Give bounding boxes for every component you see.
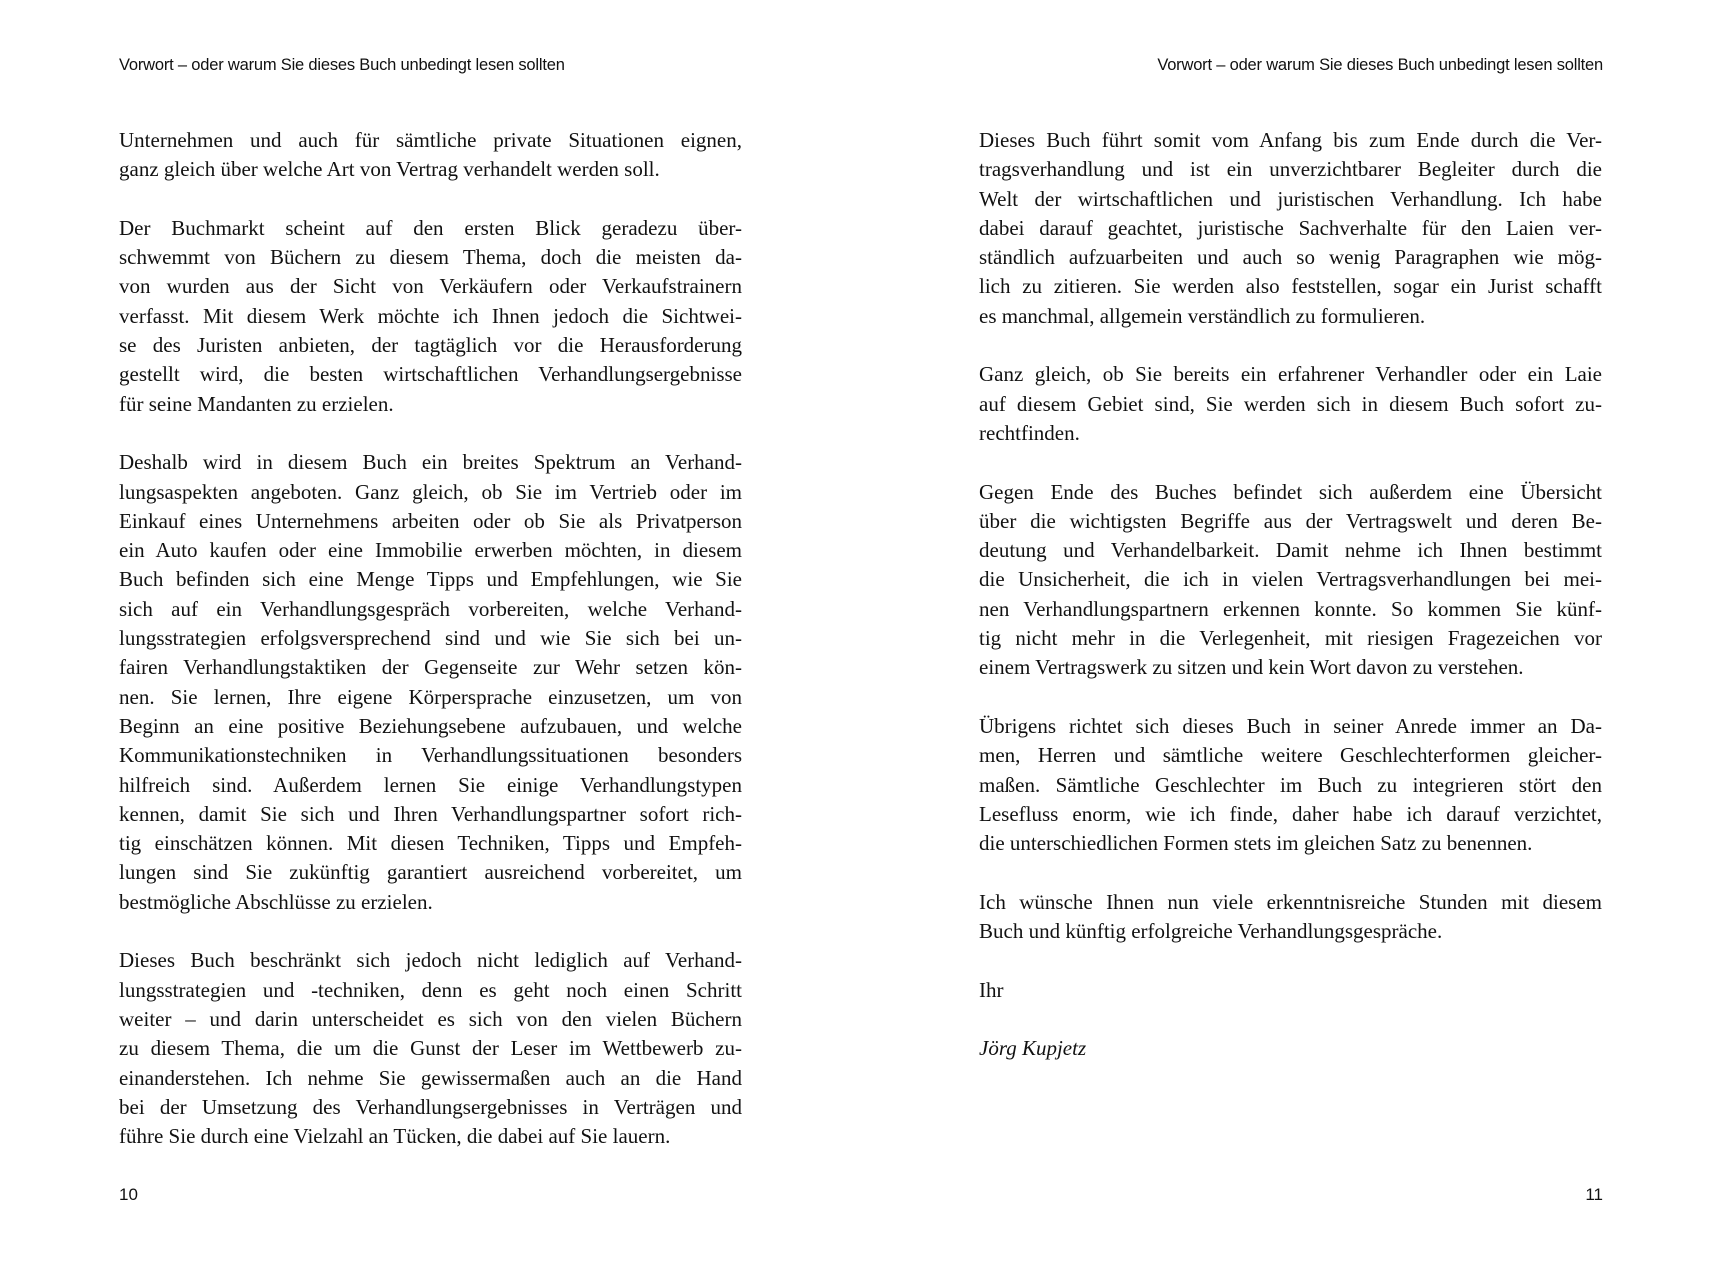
text-line: einem Vertragswerk zu sitzen und kein Wort davon zu verstehen. <box>979 655 1524 680</box>
paragraph <box>979 712 1602 858</box>
text-line: für seine Mandanten zu erzielen. <box>119 391 394 416</box>
text-line: lungsaspekten angeboten. Ganz gleich, ob Sie im Vertrieb oder im <box>119 479 742 504</box>
text-line: fairen Verhandlungstaktiken der Gegenseite zur Wehr setzen kön- <box>119 655 742 680</box>
paragraph <box>979 976 1602 1005</box>
text-line: weiter – und darin unterscheidet es sich von den vielen Büchern <box>119 1006 742 1031</box>
text-line: men, Herren und sämtliche weitere Geschlechterformen gleicher- <box>979 743 1602 768</box>
text-line: Einkauf eines Unternehmens arbeiten oder ob Sie als Privatperson <box>119 508 742 533</box>
text-line: Unternehmen und auch für sämtliche private Situationen eignen, <box>119 128 742 152</box>
text-line: Dieses Buch führt somit vom Anfang bis zum Ende durch die Ver- <box>979 128 1602 152</box>
text-line: Ganz gleich, ob Sie bereits ein erfahrener Verhandler oder ein Laie <box>979 362 1602 387</box>
author-signature: Jörg Kupjetz <box>979 1036 1087 1061</box>
paragraph <box>119 126 742 185</box>
text-line: Deshalb wird in diesem Buch ein breites Spektrum an Verhand- <box>119 450 742 475</box>
text-line: nen. Sie lernen, Ihre eigene Körpersprache einzusetzen, um von <box>119 684 742 709</box>
text-line: einanderstehen. Ich nehme Sie gewissermaßen auch an die Hand <box>119 1065 742 1090</box>
text-line: ganz gleich über welche Art von Vertrag verhandelt werden soll. <box>119 157 660 182</box>
text-line: ein Auto kaufen oder eine Immobilie erwerben möchten, in diesem <box>119 538 742 563</box>
text-line: lich zu zitieren. Sie werden also feststellen, sogar ein Jurist schafft <box>979 274 1602 299</box>
text-line: zu diesem Thema, die um die Gunst der Leser im Wettbewerb zu- <box>119 1036 742 1061</box>
text-line: führe Sie durch eine Vielzahl an Tücken, die dabei auf Sie lauern. <box>119 1124 671 1149</box>
text-line: Beginn an eine positive Beziehungsebene aufzubauen, und welche <box>119 713 742 738</box>
text-line: die Unsicherheit, die ich in vielen Vertragsverhandlungen bei mei- <box>979 567 1602 592</box>
paragraph <box>119 946 742 1151</box>
text-line: nen Verhandlungspartnern erkennen konnte. So kommen Sie künf- <box>979 596 1602 621</box>
text-line: lungsstrategien und -techniken, denn es geht noch einen Schritt <box>119 977 742 1002</box>
text-line: Buch befinden sich eine Menge Tipps und Empfehlungen, wie Sie <box>119 567 742 592</box>
text-line: Welt der wirtschaftlichen und juristischen Verhandlung. Ich habe <box>979 186 1602 211</box>
text-line: hilfreich sind. Außerdem lernen Sie einige Verhandlungstypen <box>119 772 742 797</box>
text-line: bei der Umsetzung des Verhandlungsergebnisses in Verträgen und <box>119 1094 742 1119</box>
text-line: sich auf ein Verhandlungsgespräch vorbereiten, welche Verhand- <box>119 596 742 621</box>
text-line: Der Buchmarkt scheint auf den ersten Blick geradezu über- <box>119 215 742 240</box>
paragraph <box>119 214 742 419</box>
right-page <box>857 0 1713 1270</box>
body-text <box>119 126 742 1181</box>
text-line: se des Juristen anbieten, der tagtäglich vor die Herausforderung <box>119 333 742 358</box>
text-line: es manchmal, allgemein verständlich zu formulieren. <box>979 303 1426 328</box>
text-line: deutung und Verhandelbarkeit. Damit nehme ich Ihnen bestimmt <box>979 538 1602 563</box>
text-line: die unterschiedlichen Formen stets im gleichen Satz zu benennen. <box>979 831 1533 856</box>
running-head: Vorwort – oder warum Sie dieses Buch unbedingt lesen sollten <box>1157 56 1603 74</box>
left-page <box>0 0 856 1270</box>
text-line: bestmögliche Abschlüsse zu erzielen. <box>119 889 433 914</box>
text-line: tragsverhandlung und ist ein unverzichtbarer Begleiter durch die <box>979 157 1602 182</box>
text-line: maßen. Sämtliche Geschlechter im Buch zu integrieren stört den <box>979 772 1602 797</box>
text-line: Gegen Ende des Buches befindet sich außerdem eine Übersicht <box>979 479 1602 504</box>
text-line: Ihr <box>979 977 1004 1002</box>
paragraph <box>119 448 742 917</box>
text-line: Übrigens richtet sich dieses Buch in seiner Anrede immer an Da- <box>979 713 1602 738</box>
text-line: kennen, damit Sie sich und Ihren Verhandlungspartner sofort rich- <box>119 801 742 826</box>
text-line: Dieses Buch beschränkt sich jedoch nicht lediglich auf Verhand- <box>119 948 742 973</box>
body-text <box>979 126 1602 1064</box>
paragraph <box>979 360 1602 448</box>
text-line: über die wichtigsten Begriffe aus der Vertragswelt und deren Be- <box>979 508 1602 533</box>
page-number: 10 <box>119 1185 138 1204</box>
text-line: dabei darauf geachtet, juristische Sachverhalte für den Laien ver- <box>979 215 1602 240</box>
text-line: lungen sind Sie zukünftig garantiert ausreichend vorbereitet, um <box>119 860 742 885</box>
page-number: 11 <box>1585 1185 1603 1204</box>
text-line: schwemmt von Büchern zu diesem Thema, doch die meisten da- <box>119 245 742 270</box>
text-line: gestellt wird, die besten wirtschaftlichen Verhandlungsergebnisse <box>119 362 742 387</box>
text-line: Lesefluss enorm, wie ich finde, daher habe ich darauf verzichtet, <box>979 801 1602 826</box>
text-line: ständlich aufzuarbeiten und auch so wenig Paragraphen wie mög- <box>979 245 1602 270</box>
text-line: rechtfinden. <box>979 420 1080 445</box>
text-line: tig einschätzen können. Mit diesen Techniken, Tipps und Empfeh- <box>119 831 742 856</box>
text-line: auf diesem Gebiet sind, Sie werden sich in diesem Buch sofort zu- <box>979 391 1602 416</box>
text-line: lungsstrategien erfolgsversprechend sind und wie Sie sich bei un- <box>119 626 742 651</box>
paragraph <box>979 478 1602 683</box>
text-line: verfasst. Mit diesem Werk möchte ich Ihnen jedoch die Sichtwei- <box>119 303 742 328</box>
running-head: Vorwort – oder warum Sie dieses Buch unbedingt lesen sollten <box>119 56 565 74</box>
text-line: Buch und künftig erfolgreiche Verhandlungsgespräche. <box>979 919 1443 944</box>
text-line: Kommunikationstechniken in Verhandlungssituationen besonders <box>119 743 742 768</box>
text-line: von wurden aus der Sicht von Verkäufern oder Verkaufstrainern <box>119 274 742 299</box>
text-line: tig nicht mehr in die Verlegenheit, mit riesigen Fragezeichen vor <box>979 626 1602 651</box>
text-line: Ich wünsche Ihnen nun viele erkenntnisreiche Stunden mit diesem <box>979 889 1602 914</box>
paragraph <box>979 888 1602 947</box>
paragraph <box>979 126 1602 331</box>
